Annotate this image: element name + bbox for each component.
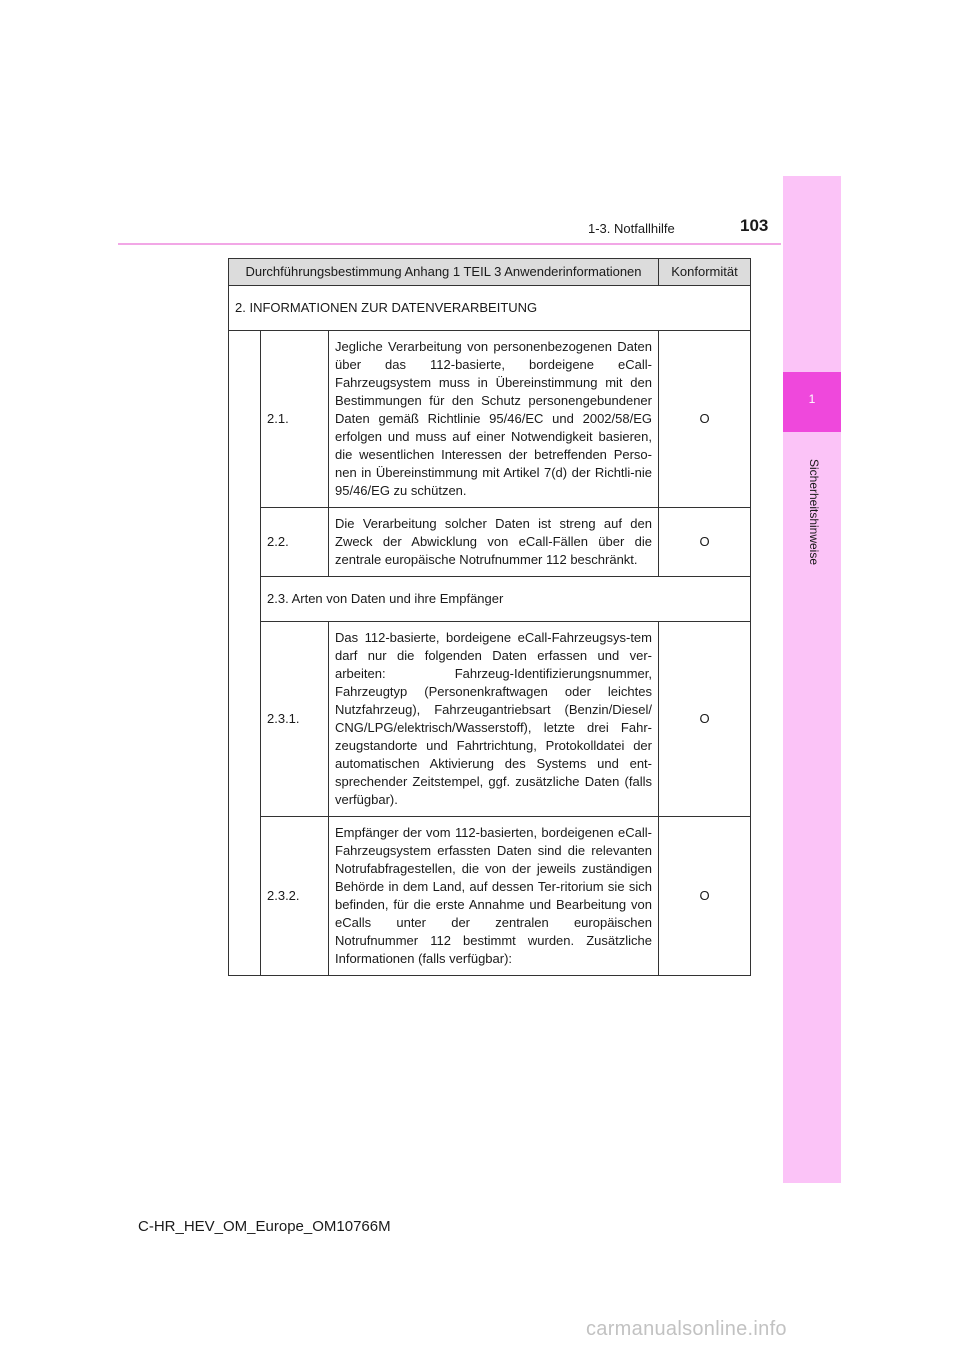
subsection-heading: 2.3. Arten von Daten und ihre Empfänger	[261, 577, 751, 622]
page-number: 103	[740, 216, 769, 235]
section-heading-row	[229, 286, 751, 331]
conformity-mark: O	[659, 331, 751, 508]
conformity-mark: O	[659, 622, 751, 817]
document-code: C-HR_HEV_OM_Europe_OM10766M	[138, 1218, 391, 1235]
conformity-mark: O	[659, 508, 751, 577]
table-row	[229, 622, 751, 817]
row-number: 2.3.2.	[261, 817, 329, 976]
chapter-number: 1	[808, 392, 816, 406]
row-number: 2.3.1.	[261, 622, 329, 817]
header-conformity: Konformität	[659, 259, 751, 286]
row-text: Die Verarbeitung solcher Daten ist streng auf den Zweck der Abwicklung von eCall-Fällen über die zentrale europäische Notrufnummer 112 beschränkt.	[329, 508, 659, 577]
row-text: Jegliche Verarbeitung von personenbezogenen Daten über das 112-basierte, bordeigene eCall-Fahrzeugsystem muss in Übereinstimmung mit den Bestimmungen für den Schutz personengebundener Daten gemäß Richtlinie 95/46/EC und 2002/58/EG erfolgen und muss auf einer Notwendigkeit basieren, die wesentlichen Interessen der betreffenden Perso-nen in Übereinstimmung mit Artikel 7(d) der Richtli-nie 95/46/EG zu schützen.	[329, 331, 659, 508]
header-provision: Durchführungsbestimmung Anhang 1 TEIL 3 Anwenderinformationen	[229, 259, 659, 286]
conformity-mark: O	[659, 817, 751, 976]
regulation-table	[228, 258, 751, 976]
header-divider	[118, 243, 781, 245]
section-heading: 2. INFORMATIONEN ZUR DATENVERARBEITUNG	[229, 286, 751, 331]
indent-cell	[229, 331, 261, 976]
table-row	[229, 508, 751, 577]
section-title: 1-3. Notfallhilfe	[588, 221, 675, 236]
row-number: 2.1.	[261, 331, 329, 508]
chapter-title: Sicherheitshinweise	[807, 458, 821, 566]
row-number: 2.2.	[261, 508, 329, 577]
row-text: Das 112-basierte, bordeigene eCall-Fahrzeugsys-tem darf nur die folgenden Daten erfassen und ver-arbeiten: Fahrzeug-Identifizierungsnummer, Fahrzeugtyp (Personenkraftwagen oder leichtes Nutzfahrzeug), Fahrzeugantriebsart (Benzin/Diesel/ CNG/LPG/elektrisch/Wasserstoff), letzte drei Fahr-zeugstandorte und Fahrtrichtung, Protokolldatei der automatischen Aktivierung des Systems und ent-sprechender Zeitstempel, ggf. zusätzliche Daten (falls verfügbar).	[329, 622, 659, 817]
table-row	[229, 817, 751, 976]
row-text: Empfänger der vom 112-basierten, bordeigenen eCall-Fahrzeugsystem erfassten Daten sind die relevanten Notrufabfragestellen, die von der jeweils zuständigen Behörde in dem Land, auf dessen Ter-ritorium sie sich befinden, für die erste Annahme und Bearbeitung von eCalls unter der zentralen europäischen Notrufnummer 112 bestimmt wurden. Zusätzliche Informationen (falls verfügbar):	[329, 817, 659, 976]
table-row	[229, 331, 751, 508]
watermark-text: carmanualsonline.info	[586, 1318, 787, 1340]
chapter-side-tab	[783, 176, 841, 1183]
table-header-row	[229, 259, 751, 286]
subsection-heading-row	[229, 577, 751, 622]
